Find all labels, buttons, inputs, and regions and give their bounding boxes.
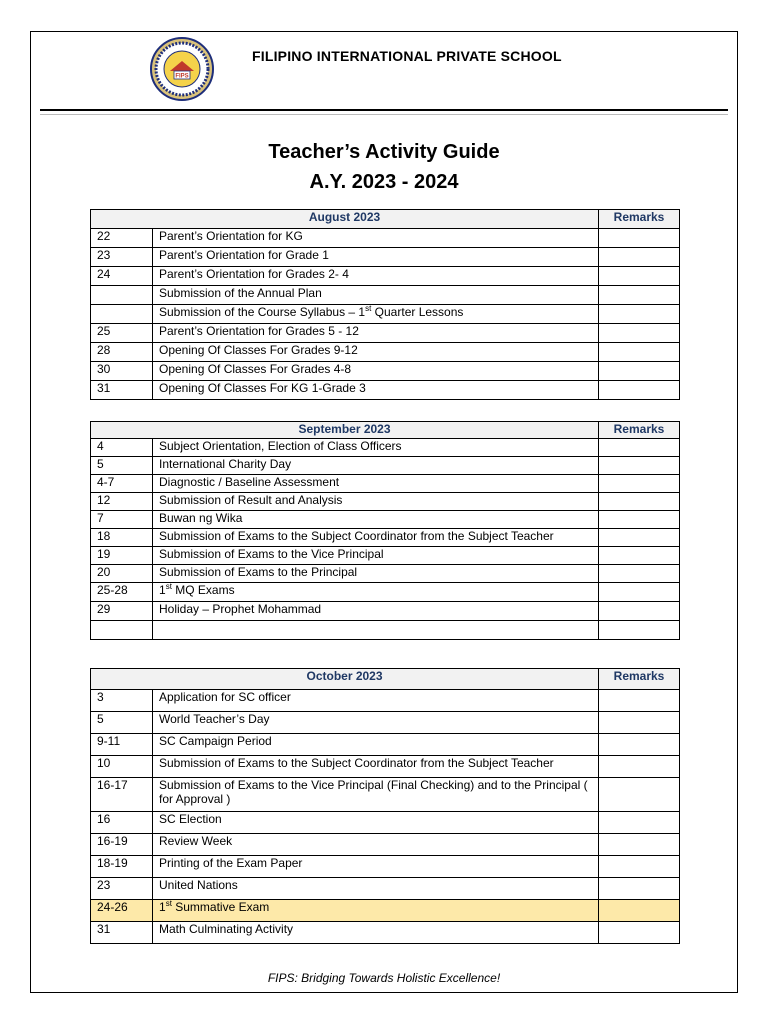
academic-year: A.Y. 2023 - 2024 — [309, 171, 459, 193]
activity-cell: SC Campaign Period — [153, 734, 599, 756]
remarks-cell — [599, 248, 680, 267]
empty-cell — [91, 621, 153, 640]
table-row — [91, 547, 680, 565]
date-cell: 4 — [91, 439, 153, 457]
table-row — [91, 565, 680, 583]
footer-motto: FIPS: Bridging Towards Holistic Excellence! — [267, 971, 501, 985]
document-title: Teacher’s Activity Guide — [268, 141, 500, 163]
empty-cell — [153, 621, 599, 640]
remarks-cell — [599, 324, 680, 343]
date-cell: 20 — [91, 565, 153, 583]
remarks-cell — [599, 362, 680, 381]
table-row — [91, 602, 680, 621]
activity-cell: Opening Of Classes For KG 1-Grade 3 — [153, 381, 599, 400]
table-row — [91, 712, 680, 734]
table-row — [91, 248, 680, 267]
remarks-cell — [599, 565, 680, 583]
activity-cell: SC Election — [153, 812, 599, 834]
date-cell: 19 — [91, 547, 153, 565]
remarks-cell — [599, 305, 680, 324]
date-cell: 16-17 — [91, 778, 153, 812]
remarks-cell — [599, 734, 680, 756]
remarks-cell — [599, 267, 680, 286]
activity-cell: Review Week — [153, 834, 599, 856]
table-row — [91, 900, 680, 922]
date-cell: 10 — [91, 756, 153, 778]
remarks-cell — [599, 878, 680, 900]
date-cell: 5 — [91, 457, 153, 475]
activity-text: 1 — [159, 583, 166, 597]
date-cell: 16-19 — [91, 834, 153, 856]
logo-text: FIPS — [175, 73, 189, 80]
table-row — [91, 690, 680, 712]
activity-cell: Opening Of Classes For Grades 9-12 — [153, 343, 599, 362]
activity-cell — [153, 583, 599, 602]
table-row — [91, 475, 680, 493]
header-divider — [40, 109, 728, 111]
remarks-cell — [599, 690, 680, 712]
month-header: August 2023 — [91, 210, 599, 229]
activity-cell: Printing of the Exam Paper — [153, 856, 599, 878]
activity-cell: Buwan ng Wika — [153, 511, 599, 529]
activity-cell: Parent’s Orientation for KG — [153, 229, 599, 248]
table-row — [91, 457, 680, 475]
remarks-cell — [599, 778, 680, 812]
activity-cell: Submission of Exams to the Vice Principal — [153, 547, 599, 565]
date-cell: 24 — [91, 267, 153, 286]
table-row — [91, 381, 680, 400]
date-cell: 22 — [91, 229, 153, 248]
remarks-cell — [599, 457, 680, 475]
remarks-cell — [599, 756, 680, 778]
date-cell: 4-7 — [91, 475, 153, 493]
empty-cell — [599, 621, 680, 640]
date-cell: 25-28 — [91, 583, 153, 602]
activity-cell: Holiday – Prophet Mohammad — [153, 602, 599, 621]
table-row — [91, 922, 680, 944]
activity-cell: Submission of Exams to the Vice Principal (Final Checking) and to the Principal ( for Approval ) — [153, 778, 599, 812]
september-table — [90, 421, 680, 640]
date-cell: 23 — [91, 248, 153, 267]
table-row — [91, 493, 680, 511]
date-cell: 24-26 — [91, 900, 153, 922]
table-row — [91, 756, 680, 778]
ordinal-suffix: st — [365, 304, 372, 313]
table-row — [91, 362, 680, 381]
remarks-cell — [599, 529, 680, 547]
remarks-cell — [599, 381, 680, 400]
activity-cell: Application for SC officer — [153, 690, 599, 712]
remarks-cell — [599, 583, 680, 602]
table-row — [91, 834, 680, 856]
remarks-cell — [599, 493, 680, 511]
activity-cell: Submission of Result and Analysis — [153, 493, 599, 511]
table-row-empty — [91, 621, 680, 640]
remarks-cell — [599, 229, 680, 248]
remarks-cell — [599, 712, 680, 734]
remarks-cell — [599, 812, 680, 834]
activity-cell: Subject Orientation, Election of Class Officers — [153, 439, 599, 457]
activity-cell: Submission of Exams to the Principal — [153, 565, 599, 583]
activity-text: Submission of the Course Syllabus – 1 — [159, 305, 366, 319]
activity-cell: Opening Of Classes For Grades 4-8 — [153, 362, 599, 381]
date-cell: 30 — [91, 362, 153, 381]
school-logo — [150, 37, 214, 101]
remarks-cell — [599, 856, 680, 878]
date-cell: 3 — [91, 690, 153, 712]
activity-text: Summative Exam — [171, 900, 270, 914]
activity-cell: World Teacher’s Day — [153, 712, 599, 734]
table-row — [91, 439, 680, 457]
remarks-cell — [599, 834, 680, 856]
month-header: October 2023 — [91, 669, 599, 690]
month-header: September 2023 — [91, 422, 599, 439]
activity-cell: International Charity Day — [153, 457, 599, 475]
activity-cell: Math Culminating Activity — [153, 922, 599, 944]
remarks-cell — [599, 900, 680, 922]
date-cell — [91, 286, 153, 305]
activity-cell: Parent’s Orientation for Grade 1 — [153, 248, 599, 267]
activity-cell: Parent’s Orientation for Grades 2- 4 — [153, 267, 599, 286]
remarks-cell — [599, 922, 680, 944]
date-cell: 18 — [91, 529, 153, 547]
table-row — [91, 812, 680, 834]
table-row — [91, 324, 680, 343]
date-cell: 23 — [91, 878, 153, 900]
remarks-header: Remarks — [599, 210, 680, 229]
activity-cell: Diagnostic / Baseline Assessment — [153, 475, 599, 493]
date-cell: 5 — [91, 712, 153, 734]
date-cell: 16 — [91, 812, 153, 834]
table-row — [91, 583, 680, 602]
activity-cell: Submission of Exams to the Subject Coordinator from the Subject Teacher — [153, 756, 599, 778]
table-row — [91, 343, 680, 362]
date-cell: 18-19 — [91, 856, 153, 878]
date-cell: 9-11 — [91, 734, 153, 756]
table-row — [91, 267, 680, 286]
header-divider-shadow — [40, 114, 728, 115]
remarks-header: Remarks — [599, 422, 680, 439]
table-row — [91, 229, 680, 248]
activity-cell: Submission of the Annual Plan — [153, 286, 599, 305]
activity-cell: Parent’s Orientation for Grades 5 - 12 — [153, 324, 599, 343]
activity-cell — [153, 305, 599, 324]
date-cell: 7 — [91, 511, 153, 529]
activity-cell: Submission of Exams to the Subject Coordinator from the Subject Teacher — [153, 529, 599, 547]
table-row — [91, 305, 680, 324]
table-row — [91, 856, 680, 878]
date-cell — [91, 305, 153, 324]
date-cell: 28 — [91, 343, 153, 362]
date-cell: 12 — [91, 493, 153, 511]
october-table — [90, 668, 680, 944]
date-cell: 25 — [91, 324, 153, 343]
table-row — [91, 286, 680, 305]
remarks-cell — [599, 439, 680, 457]
remarks-cell — [599, 475, 680, 493]
table-row — [91, 878, 680, 900]
ordinal-suffix: st — [165, 899, 172, 908]
ordinal-suffix: st — [165, 582, 172, 591]
activity-cell: United Nations — [153, 878, 599, 900]
activity-text: MQ Exams — [171, 583, 235, 597]
activity-text: Quarter Lessons — [371, 305, 464, 319]
remarks-cell — [599, 547, 680, 565]
date-cell: 31 — [91, 381, 153, 400]
august-table — [90, 209, 680, 400]
remarks-cell — [599, 343, 680, 362]
date-cell: 29 — [91, 602, 153, 621]
table-row — [91, 529, 680, 547]
table-row — [91, 778, 680, 812]
table-row — [91, 511, 680, 529]
school-name: FILIPINO INTERNATIONAL PRIVATE SCHOOL — [252, 48, 562, 64]
activity-text: 1 — [159, 900, 166, 914]
table-row — [91, 734, 680, 756]
activity-cell — [153, 900, 599, 922]
date-cell: 31 — [91, 922, 153, 944]
remarks-cell — [599, 602, 680, 621]
remarks-header: Remarks — [599, 669, 680, 690]
remarks-cell — [599, 511, 680, 529]
remarks-cell — [599, 286, 680, 305]
